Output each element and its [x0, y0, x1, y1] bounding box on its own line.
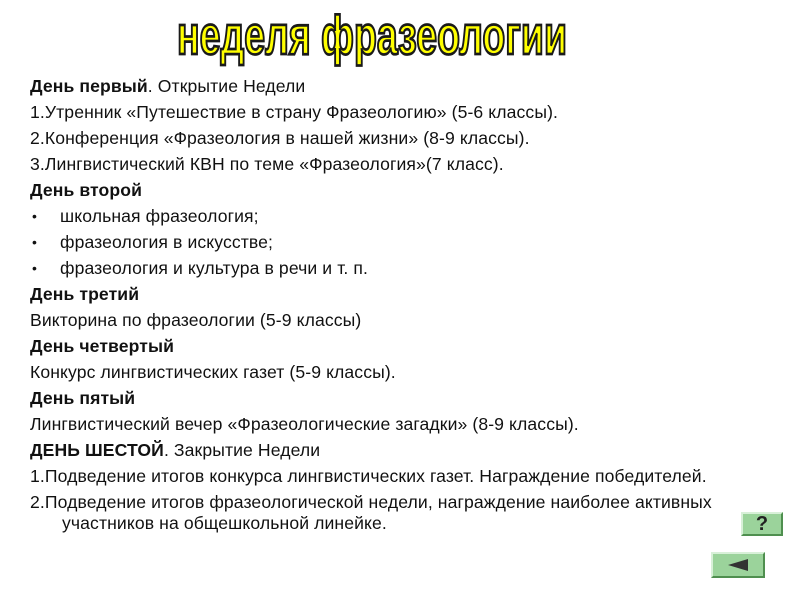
day4-heading: День четвертый: [30, 336, 174, 356]
day3-heading: День третий: [30, 284, 140, 304]
back-button[interactable]: [711, 552, 765, 578]
day2-heading: День второй: [30, 180, 142, 200]
day6-heading: ДЕНЬ ШЕСТОЙ: [30, 440, 164, 460]
day1-suffix: . Открытие Недели: [147, 76, 306, 96]
bullet-dot-icon: •: [32, 208, 38, 224]
day1-heading: День первый: [30, 76, 148, 96]
bullet-dot-icon: •: [32, 234, 38, 250]
day1-item: 1.Утренник «Путешествие в страну Фразеологию» (5-6 классы).: [30, 102, 559, 122]
day2-bullet-text: фразеология и культура в речи и т. п.: [60, 258, 369, 278]
day5-heading: День пятый: [30, 388, 136, 408]
day1-item: 2.Конференция «Фразеология в нашей жизни» (8-9 классы).: [30, 128, 530, 148]
program-list: [30, 76, 750, 539]
day6-item: 2.Подведение итогов фразеологической недели, награждение наиболее активных участников на общешкольной линейке.: [30, 492, 712, 533]
day2-bullet: [30, 232, 750, 258]
question-mark-icon: ?: [755, 513, 769, 535]
day6-line: [30, 440, 750, 466]
day3-text: Викторина по фразеологии (5-9 классы): [30, 310, 362, 330]
slide-title-art: [0, 2, 800, 74]
day2-bullet: [30, 206, 750, 232]
help-button[interactable]: [741, 512, 783, 536]
day5-text: Лингвистический вечер «Фразеологические загадки» (8-9 классы).: [30, 414, 579, 434]
day6-suffix: . Закрытие Недели: [163, 440, 321, 460]
bullet-dot-icon: •: [32, 260, 38, 276]
day2-bullet-text: школьная фразеология;: [60, 206, 259, 226]
slide-title: [0, 2, 800, 74]
day1-item: 3.Лингвистический КВН по теме «Фразеология»(7 класс).: [30, 154, 504, 174]
back-triangle-icon: [727, 558, 749, 572]
slide-title-text: неделя фразеологии: [177, 4, 567, 67]
day6-item: 1.Подведение итогов конкурса лингвистических газет. Награждение победителей.: [30, 466, 707, 486]
day2-bullet: [30, 258, 750, 284]
day2-bullet-text: фразеология в искусстве;: [60, 232, 274, 252]
day4-text: Конкурс лингвистических газет (5-9 классы).: [30, 362, 396, 382]
day1-line: [30, 76, 750, 102]
